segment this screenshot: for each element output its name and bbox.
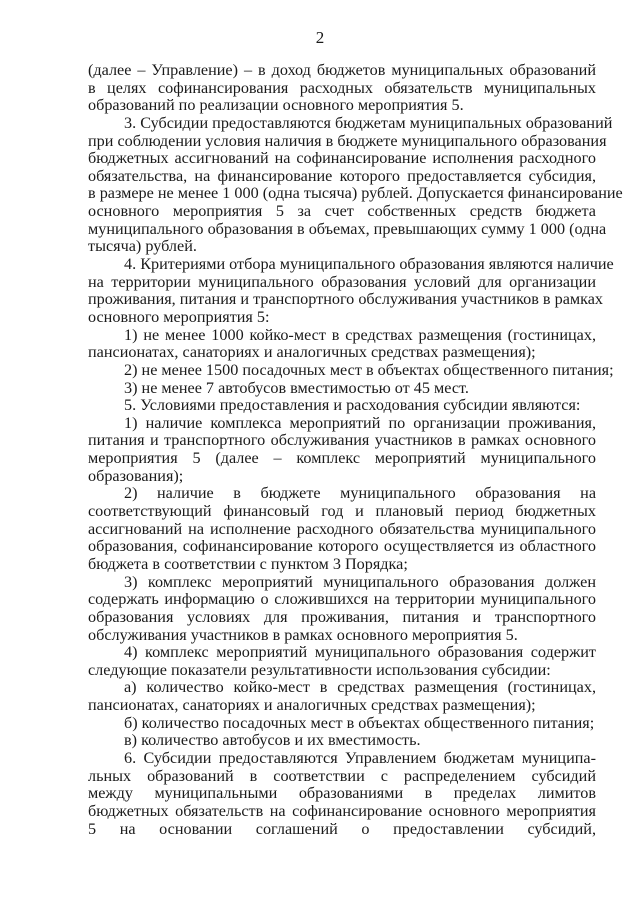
paragraph-first-line: б) количество посадочных мест в объектах общественного питания; — [124, 713, 595, 732]
text-line: обязательства, на финансирование которого предоставляется субсидия, — [88, 166, 596, 185]
text-line: (далее – Управление) – в доход бюджетов муниципальных образований — [88, 61, 596, 79]
text-line: в размере не менее 1 000 (одна тысяча) рублей. Допускается финансирование — [88, 184, 623, 203]
text-line: основного мероприятия 5: — [88, 307, 270, 326]
text-line: между муниципальными образованиями в пределах лимитов — [88, 784, 596, 803]
paragraph-first-line: в) количество автобусов и их вместимость. — [124, 731, 421, 750]
text-line: питания и транспортного обслуживания участников в рамках основного — [88, 431, 596, 450]
paragraph-first-line: 3) комплекс мероприятий муниципального образования должен — [124, 572, 596, 591]
text-line: содержать информацию о сложившихся на территории муниципального — [88, 590, 596, 609]
text-line: образования условиях для проживания, питания и транспортного — [88, 607, 596, 626]
paragraph-first-line: 1) не менее 1000 койко-мест в средствах размещения (гостиницах, — [124, 325, 596, 344]
text-line: бюджетных обязательств на софинансирование основного мероприятия — [88, 801, 596, 820]
text-line: 5 на основании соглашений о предоставлении субсидий, — [88, 819, 596, 838]
text-line: при соблюдении условия наличия в бюджете муниципального образования — [88, 131, 607, 150]
text-line: пансионатах, санаториях и аналогичных средствах размещения); — [88, 696, 536, 715]
paragraph-first-line: 3) не менее 7 автобусов вместимостью от 45 мест. — [124, 378, 469, 397]
text-line: образования, софинансирование которого осуществляется из областного — [88, 537, 596, 556]
paragraph-first-line: 1) наличие комплекса мероприятий по организации проживания, — [124, 413, 596, 432]
paragraph-first-line: 5. Условиями предоставления и расходования субсидии являются: — [124, 396, 581, 415]
document-body — [88, 61, 623, 838]
paragraph-first-line: 2) наличие в бюджете муниципального образования на — [124, 484, 596, 503]
paragraph-first-line: 3. Субсидии предоставляются бюджетам муниципальных образований — [124, 113, 613, 132]
text-line: основного мероприятия 5 за счет собственных средств бюджета — [88, 202, 596, 221]
text-line: тысяча) рублей. — [88, 237, 197, 256]
text-line: образований по реализации основного мероприятия 5. — [88, 96, 464, 115]
text-line: мероприятия 5 (далее – комплекс мероприятий муниципального — [88, 449, 596, 468]
text-line: соответствующий финансовый год и плановый период бюджетных — [88, 502, 596, 521]
text-line: образования); — [88, 466, 184, 485]
text-line: пансионатах, санаториях и аналогичных средствах размещения); — [88, 343, 536, 362]
text-line: льных образований в соответствии с распределением субсидий — [88, 766, 596, 785]
text-line: бюджета в соответствии с пунктом 3 Порядка; — [88, 554, 408, 573]
text-line: обслуживания участников в рамках основного мероприятия 5. — [88, 625, 518, 644]
text-line: в целях софинансирования расходных обязательств муниципальных — [88, 78, 596, 97]
text-line: на территории муниципального образования условий для организации — [88, 272, 596, 291]
paragraph-first-line: 6. Субсидии предоставляются Управлением бюджетам муниципа- — [124, 748, 596, 767]
text-line: муниципального образования в объемах, превышающих сумму 1 000 (одна — [88, 219, 607, 238]
page-number: 2 — [315, 28, 325, 47]
text-line: проживания, питания и транспортного обслуживания участников в рамках — [88, 290, 604, 309]
paragraph-first-line: а) количество койко-мест в средствах размещения (гостиницах, — [124, 678, 596, 697]
text-line: ассигнований на исполнение расходного обязательства муниципального — [88, 519, 596, 538]
paragraph-first-line: 4) комплекс мероприятий муниципального образования содержит — [124, 643, 596, 662]
text-line: следующие показатели результативности использования субсидии: — [88, 660, 551, 679]
text-line: бюджетных ассигнований на софинансирование исполнения расходного — [88, 149, 596, 168]
paragraph-first-line: 4. Критериями отбора муниципального образования являются наличие — [124, 255, 614, 274]
paragraph-first-line: 2) не менее 1500 посадочных мест в объектах общественного питания; — [124, 360, 614, 379]
